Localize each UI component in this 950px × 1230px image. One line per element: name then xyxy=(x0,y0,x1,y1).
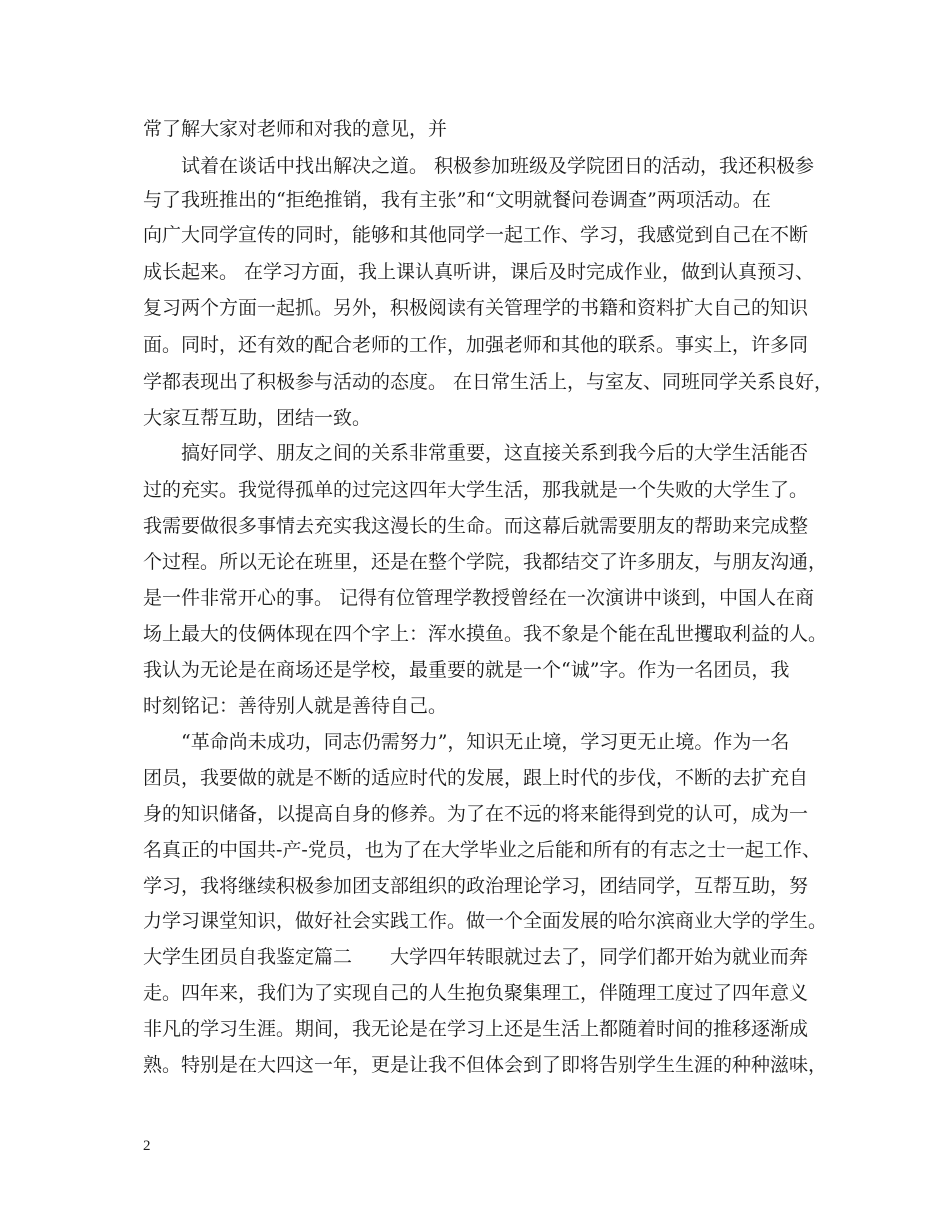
text-line: 时刻铭记：善待别人就是善待自己。 xyxy=(143,695,448,717)
text-line: 复习两个方面一起抓。另外，积极阅读有关管理学的书籍和资料扩大自己的知识 xyxy=(143,297,809,319)
text-line: 常了解大家对老师和对我的意见，并 xyxy=(143,118,448,140)
text-line: “革命尚未成功，同志仍需努力”，知识无止境，学习更无止境。作为一名 xyxy=(143,731,790,753)
text-line: 是一件非常开心的事。 记得有位管理学教授曾经在一次演讲中谈到，中国人在商 xyxy=(143,587,815,609)
text-line: 试着在谈话中找出解决之道。 积极参加班级及学院团日的活动，我还积极参 xyxy=(143,155,815,177)
text-line: 大学生团员自我鉴定篇二 大学四年转眼就过去了，同学们都开始为就业而奔 xyxy=(143,946,809,968)
text-line: 面。同时，还有效的配合老师的工作，加强老师和其他的联系。事实上，许多同 xyxy=(143,334,809,356)
text-line: 场上最大的伎俩体现在四个字上：浑水摸鱼。我不象是个能在乱世攫取利益的人。 xyxy=(143,623,828,645)
text-line: 向广大同学宣传的同时，能够和其他同学一起工作、学习，我感觉到自己在不断 xyxy=(143,224,809,246)
text-line: 过的充实。我觉得孤单的过完这四年大学生活，那我就是一个失败的大学生了。 xyxy=(143,479,809,501)
text-line: 大家互帮互助，团结一致。 xyxy=(143,407,372,429)
text-line: 我需要做很多事情去充实我这漫长的生命。而这幕后就需要朋友的帮助来完成整 xyxy=(143,515,809,537)
text-line: 成长起来。 在学习方面，我上课认真听讲，课后及时完成作业，做到认真预习、 xyxy=(143,261,815,283)
text-line: 熟。特别是在大四这一年，更是让我不但体会到了即将告别学生生涯的种种滋味， xyxy=(143,1054,828,1076)
text-line: 与了我班推出的“拒绝推销，我有主张”和“文明就餐问卷调查”两项活动。在 xyxy=(143,189,771,211)
text-line: 学习，我将继续积极参加团支部组织的政治理论学习，团结同学，互帮互助，努 xyxy=(143,875,809,897)
text-line: 个过程。所以无论在班里，还是在整个学院，我都结交了许多朋友，与朋友沟通， xyxy=(143,551,828,573)
text-line: 名真正的中国共-产-党员，也为了在大学毕业之后能和所有的有志之士一起工作、 xyxy=(143,839,821,861)
text-line: 力学习课堂知识，做好社会实践工作。做一个全面发展的哈尔滨商业大学的学生。 xyxy=(143,910,828,932)
text-line: 团员，我要做的就是不断的适应时代的发展，跟上时代的步伐，不断的去扩充自 xyxy=(143,767,809,789)
text-line: 走。四年来，我们为了实现自己的人生抱负聚集理工，伴随理工度过了四年意义 xyxy=(143,982,809,1004)
page-number: 2 xyxy=(143,1138,151,1154)
text-line: 学都表现出了积极参与活动的态度。 在日常生活上，与室友、同班同学关系良好， xyxy=(143,371,834,393)
text-line: 我认为无论是在商场还是学校，最重要的就是一个“诚”字。作为一名团员，我 xyxy=(143,659,790,681)
text-line: 身的知识储备，以提高自身的修养。为了在不远的将来能得到党的认可，成为一 xyxy=(143,803,809,825)
text-line: 非凡的学习生涯。期间，我无论是在学习上还是生活上都随着时间的推移逐渐成 xyxy=(143,1018,809,1040)
text-line: 搞好同学、朋友之间的关系非常重要，这直接关系到我今后的大学生活能否 xyxy=(143,442,809,464)
